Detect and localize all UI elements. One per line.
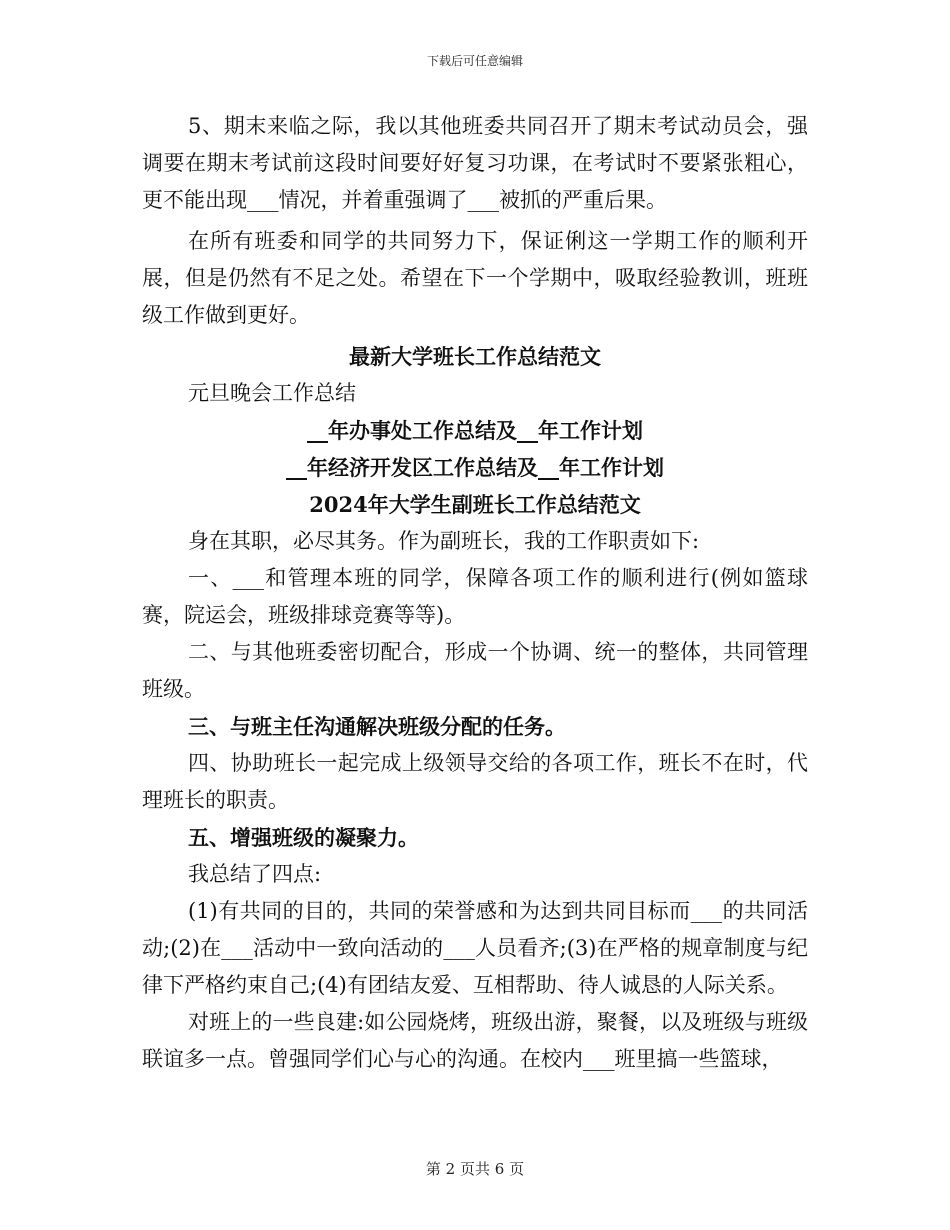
- paragraph-duty-3: 三、与班主任沟通解决班级分配的任务。: [188, 714, 566, 739]
- paragraph-exam-mobilization: 5、期末来临之际，我以其他班委共同召开了期末考试动员会，强调要在期末考试前这段时间要好好复习功课，在考试时不要紧张粗心，更不能出现___情况，并着重强调了___被抓的严重后果。: [142, 114, 808, 212]
- paragraph-semester-summary: 在所有班委和同学的共同努力下，保证俐这一学期工作的顺利开展，但是仍然有不足之处。希望在下一个学期中，吸取经验教训，班班级工作做到更好。: [142, 229, 808, 327]
- title-development-zone-summary: __年经济开发区工作总结及__年工作计划: [286, 455, 664, 480]
- title-vice-monitor-summary: 2024年大学生副班长工作总结范文: [309, 492, 641, 517]
- page-header: 下载后可任意编辑: [426, 54, 523, 68]
- paragraph-suggestions: 对班上的一些良建:如公园烧烤，班级出游，聚餐，以及班级与班级联谊多一点。曾强同学们心与心的沟通。在校内___班里搞一些篮球，: [142, 1010, 808, 1071]
- paragraph-duty-1: 一、___和管理本班的同学，保障各项工作的顺利进行(例如篮球赛，院运会，班级排球竞赛等等)。: [142, 566, 808, 627]
- paragraph-duty-2: 二、与其他班委密切配合，形成一个协调、统一的整体，共同管理班级。: [142, 640, 808, 701]
- paragraph-duty-5: 五、增强班级的凝聚力。: [188, 825, 419, 850]
- page-footer: 第 2 页共 6 页: [425, 1160, 525, 1178]
- title-class-monitor-summary: 最新大学班长工作总结范文: [349, 344, 601, 369]
- paragraph-four-points: (1)有共同的目的，共同的荣誉感和为达到共同目标而___的共同活动;(2)在___活动中一致向活动的___人员看齐;(3)在严格的规章制度与纪律下严格约束自己;(4)有团结友爱、互相帮助、待人诚恳的人际关系。: [142, 899, 808, 997]
- document-body: [142, 108, 808, 1078]
- paragraph-four-points-intro: 我总结了四点:: [188, 862, 322, 886]
- paragraph-new-year-gala: 元旦晚会工作总结: [188, 381, 356, 405]
- paragraph-duties-intro: 身在其职，必尽其务。作为副班长，我的工作职责如下:: [188, 529, 700, 553]
- paragraph-duty-4: 四、协助班长一起完成上级领导交给的各项工作，班长不在时，代理班长的职责。: [142, 751, 808, 812]
- title-office-summary: __年办事处工作总结及__年工作计划: [307, 418, 643, 443]
